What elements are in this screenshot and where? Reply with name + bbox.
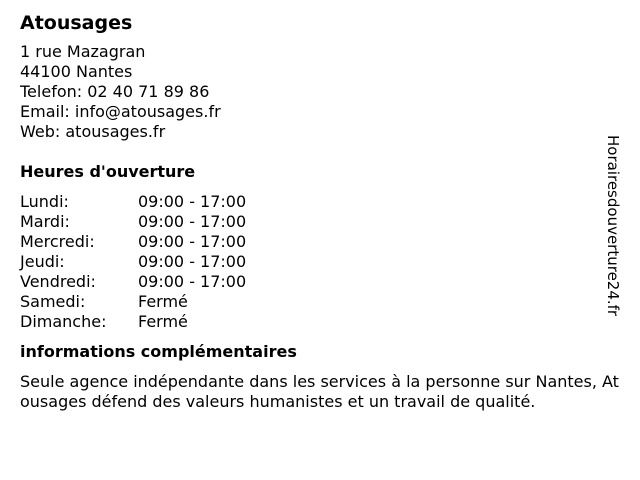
site-name-vertical: Horairesdouverture24.fr	[604, 135, 622, 317]
additional-info-title: informations complémentaires	[20, 342, 297, 361]
company-name: Atousages	[20, 12, 133, 34]
hours-value: Fermé	[138, 312, 188, 331]
hours-day: Samedi:	[20, 292, 86, 311]
phone-line: Telefon: 02 40 71 89 86	[20, 82, 210, 101]
hours-value: 09:00 - 17:00	[138, 192, 247, 211]
business-details	[20, 10, 620, 412]
city-postcode: 44100 Nantes	[20, 62, 133, 81]
hours-row	[20, 292, 620, 312]
hours-value: Fermé	[138, 292, 188, 311]
hours-value: 09:00 - 17:00	[138, 232, 247, 251]
hours-row	[20, 212, 620, 232]
hours-day: Jeudi:	[20, 252, 65, 271]
email-line: Email: info@atousages.fr	[20, 102, 221, 121]
hours-row	[20, 272, 620, 292]
hours-day: Vendredi:	[20, 272, 96, 291]
hours-value: 09:00 - 17:00	[138, 272, 247, 291]
hours-day: Mercredi:	[20, 232, 95, 251]
opening-hours-table	[20, 192, 620, 332]
hours-row	[20, 192, 620, 212]
business-description: Seule agence indépendante dans les services à la personne sur Nantes, Atousages défend des valeurs humanistes et un travail de qualité.	[20, 372, 619, 411]
hours-day: Lundi:	[20, 192, 69, 211]
hours-row	[20, 232, 620, 252]
opening-hours-title: Heures d'ouverture	[20, 162, 196, 181]
hours-day: Mardi:	[20, 212, 70, 231]
web-line: Web: atousages.fr	[20, 122, 166, 141]
address-block	[20, 42, 620, 142]
hours-value: 09:00 - 17:00	[138, 252, 247, 271]
hours-row	[20, 252, 620, 272]
hours-value: 09:00 - 17:00	[138, 212, 247, 231]
hours-day: Dimanche:	[20, 312, 107, 331]
hours-row	[20, 312, 620, 332]
street-address: 1 rue Mazagran	[20, 42, 146, 61]
site-watermark	[598, 135, 628, 345]
